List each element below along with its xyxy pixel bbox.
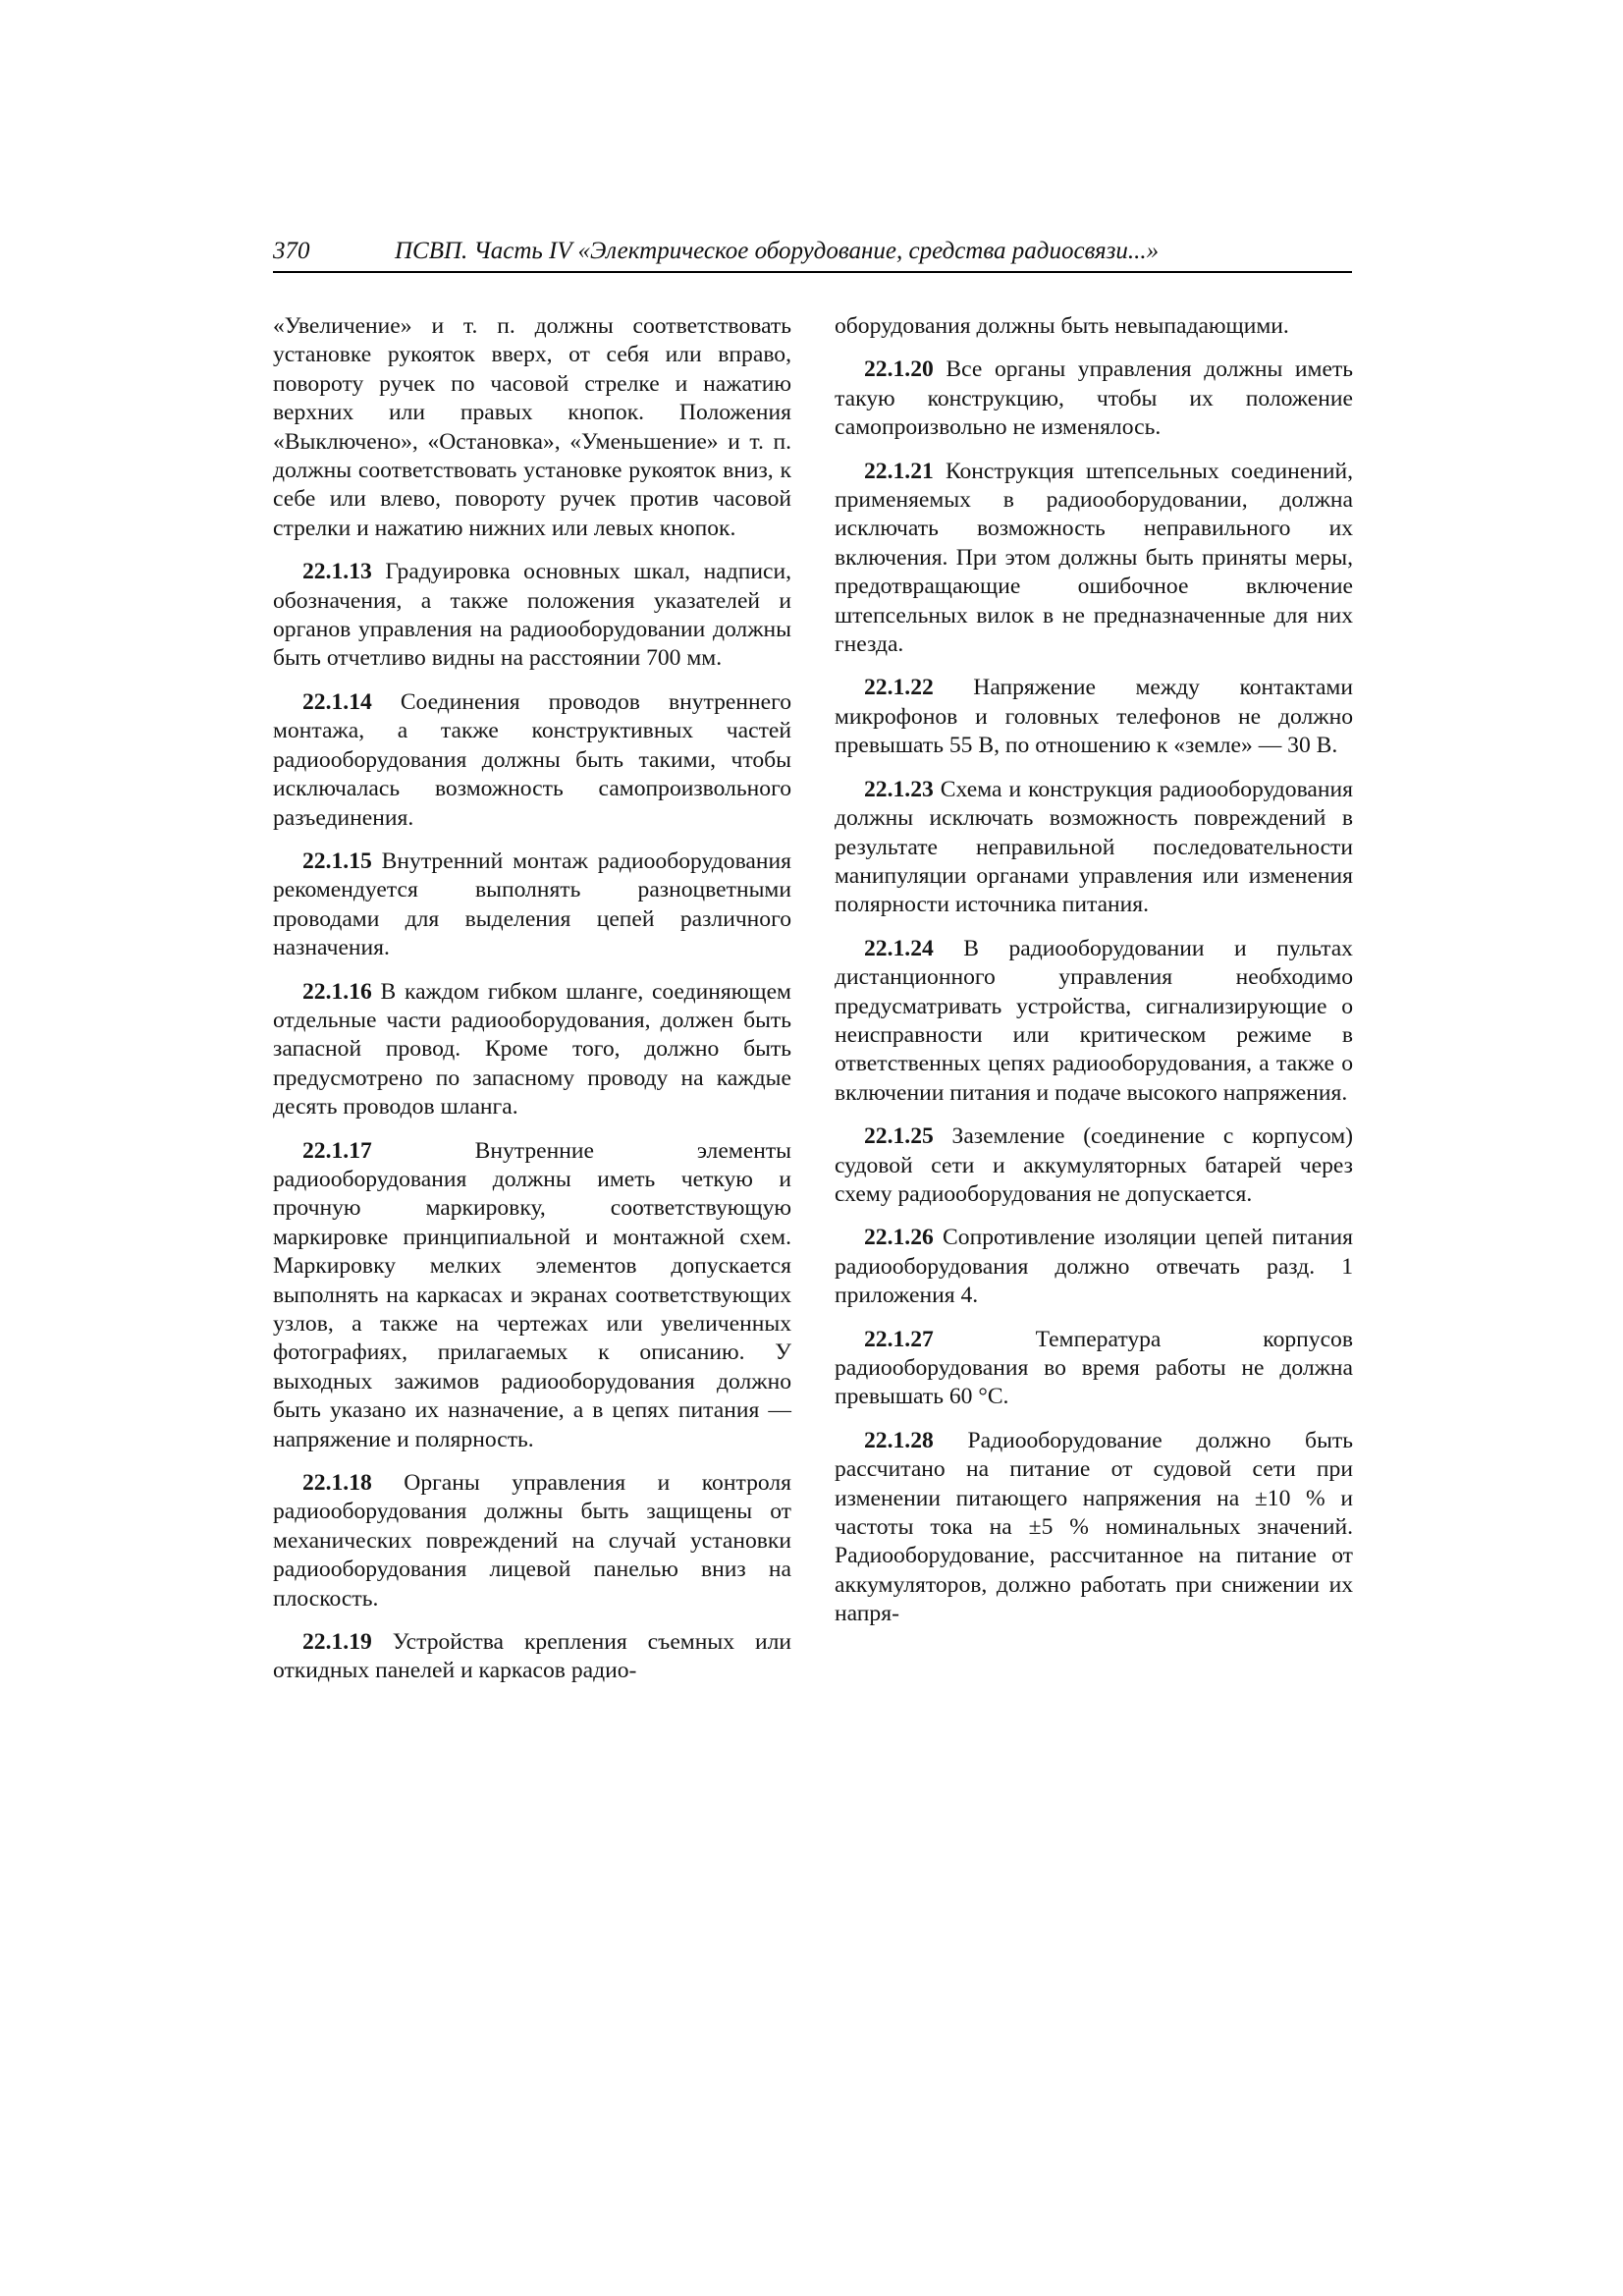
running-title: ПСВП. Часть IV «Электрическое оборудование, средства радиосвязи...» [395,238,1160,264]
clause-text: Внутренний монтаж радиооборудования рекомендуется выполнять разноцветными проводами для выделения цепей различного назначения. [273,847,791,961]
clause-text: Соединения проводов внутреннего монтажа, а также конструктивных частей радиооборудования должны быть такими, чтобы исключалась возможность самопроизвольного разъединения. [273,688,791,831]
clause-22-1-28 [835,1427,1353,1629]
clause-22-1-23 [835,776,1353,920]
continuation-paragraph: «Увеличение» и т. п. должны соответствовать установке рукояток вверх, от себя или вправо, повороту ручек по часовой стрелке и нажатию верхних или правых кнопок. Положения «Выключено», «Остановка», «Уменьшение» и т. п. должны соответствовать установке рукояток вниз, к себе или влево, повороту ручек против часовой стрелки и нажатию нижних или левых кнопок. [273,313,791,541]
clause-22-1-25 [835,1122,1353,1209]
clause-number: 22.1.28 [864,1427,934,1453]
clause-number: 22.1.14 [302,688,372,715]
clause-22-1-18 [273,1469,791,1613]
page-number: 370 [273,238,310,264]
clause-22-1-13 [273,558,791,674]
clause-22-1-24 [835,935,1353,1108]
clause-text: Схема и конструкция радиооборудования должны исключать возможность повреждений в результате неправильной последовательности манипуляции органами управления или изменения полярности источника питания. [835,776,1354,918]
clause-number: 22.1.25 [864,1123,934,1150]
clause-number: 22.1.19 [302,1629,372,1656]
clause-22-1-16 [273,978,791,1122]
clause-number: 22.1.22 [864,675,934,701]
clause-number: 22.1.15 [302,847,372,874]
clause-number: 22.1.13 [302,559,372,585]
clause-number: 22.1.16 [302,978,372,1005]
clause-22-1-17 [273,1137,791,1454]
clause-22-1-26 [835,1224,1353,1310]
clause-22-1-21 [835,458,1353,660]
clause-22-1-27 [835,1326,1353,1412]
clause-text: Устройства крепления съемных или откидных панелей и каркасов радио- [273,1629,791,1684]
clause-text: В каждом гибком шланге, соединяющем отдельные части радиооборудования, должен быть запасной провод. Кроме того, должно быть предусмотрено по запасному проводу на каждые десять проводов шланга. [273,978,791,1121]
clause-number: 22.1.27 [864,1326,934,1352]
clause-text: Все органы управления должны иметь такую конструкцию, чтобы их положение самопроизвольно не изменялось. [835,356,1353,441]
clause-number: 22.1.17 [302,1137,372,1164]
continuation-paragraph: оборудования должны быть невыпадающими. [835,313,1289,339]
running-header [273,238,1352,273]
clause-text: Внутренние элементы радиооборудования должны иметь четкую и прочную маркировку, соответствующую маркировке принципиальной и монтажной схем. Маркировку мелких элементов допускается выполнять на каркасах и экранах соответствующих узлов, а также на чертежах или увеличенных фотографиях, прилагаемых к описанию. У выходных зажимов радиооборудования должно быть указано их назначение, а в цепях питания — напряжение и полярность. [273,1137,791,1452]
clause-22-1-15 [273,847,791,963]
clause-text: Напряжение между контактами микрофонов и головных телефонов не должно превышать 55 В, по отношению к «земле» — 30 В. [835,675,1353,759]
clause-22-1-22 [835,674,1353,760]
clause-number: 22.1.24 [864,935,934,961]
clause-number: 22.1.21 [864,458,934,484]
clause-22-1-20 [835,355,1353,442]
clause-22-1-14 [273,688,791,833]
clause-text: Конструкция штепсельных соединений, применяемых в радиооборудовании, должна исключать возможность неправильного их включения. При этом должны быть приняты меры, предотвращающие ошибочное включение штепсельных вилок в не предназначенные для них гнезда. [835,458,1353,658]
clause-text: Температура корпусов радиооборудования во время работы не должна превышать 60 °С. [835,1326,1353,1410]
clause-text: Градуировка основных шкал, надписи, обозначения, а также положения указателей и органов управления на радиооборудовании должны быть отчетливо видны на расстоянии 700 мм. [273,559,791,672]
left-column [273,312,791,1701]
clause-text: Органы управления и контроля радиооборудования должны быть защищены от механических повреждений на случай установки радиооборудования лицевой панелью вниз на плоскость. [273,1470,791,1612]
clause-text: Сопротивление изоляции цепей питания радиооборудования должно отвечать разд. 1 приложения 4. [835,1225,1353,1309]
clause-text: В радиооборудовании и пультах дистанционного управления необходимо предусматривать устройства, сигнализирующие о неисправности или критическом режиме в ответственных цепях радиооборудования, а также о включении питания и подаче высокого напряжения. [835,935,1353,1106]
clause-number: 22.1.23 [864,776,934,802]
clause-text: Радиооборудование должно быть рассчитано на питание от судовой сети при изменении питающего напряжения на ±10 % и частоты тока на ±5 % номинальных значений. Радиооборудование, рассчитанное на питание от аккумуляторов, должно работать при снижении их напря- [835,1427,1353,1627]
clause-number: 22.1.18 [302,1470,372,1497]
clause-22-1-19 [273,1628,791,1686]
clause-number: 22.1.26 [864,1225,934,1251]
clause-text: Заземление (соединение с корпусом) судовой сети и аккумуляторных батарей через схему радиооборудования не допускается. [835,1123,1353,1207]
clause-number: 22.1.20 [864,356,934,383]
right-column [835,312,1353,1644]
